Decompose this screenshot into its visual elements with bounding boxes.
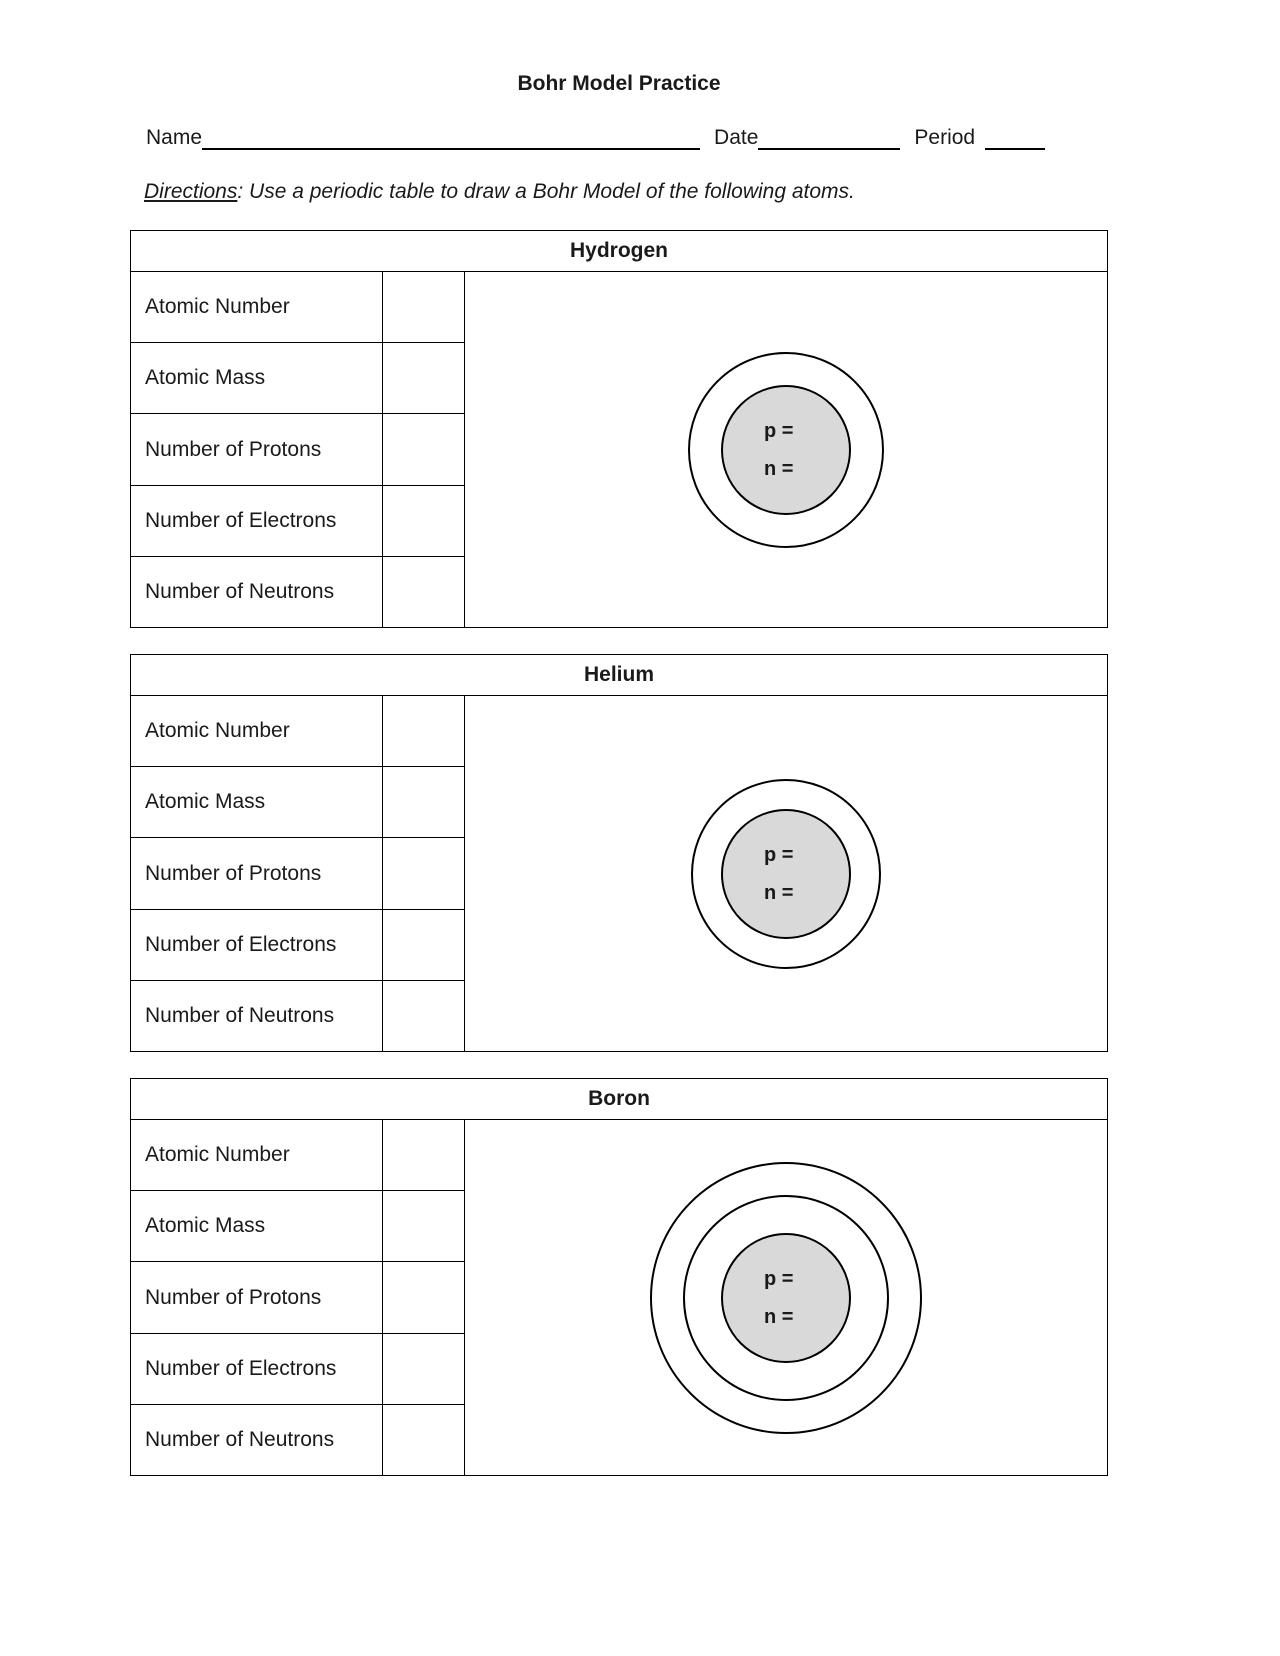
date-label: Date (714, 126, 759, 149)
table-row (131, 1191, 464, 1262)
answer-cell-atomic-mass (383, 1191, 464, 1261)
table-row (131, 910, 464, 981)
properties-table (131, 696, 465, 1051)
answer-cell-electrons (383, 1334, 464, 1404)
bohr-diagram-hydrogen (465, 272, 1107, 627)
electron-shell-1 (683, 1195, 889, 1401)
nucleus (721, 1233, 851, 1363)
properties-table (131, 272, 465, 627)
table-row (131, 1405, 464, 1475)
period-blank-line (985, 128, 1045, 150)
directions-label: Directions (144, 180, 238, 203)
name-date-period-line (130, 126, 1108, 150)
answer-cell-electrons (383, 486, 464, 556)
protons-label: p = (764, 419, 794, 442)
element-title: Hydrogen (131, 231, 1107, 272)
answer-cell-neutrons (383, 557, 464, 627)
table-row (131, 1262, 464, 1333)
row-label-atomic-number: Atomic Number (131, 272, 383, 342)
table-row (131, 272, 464, 343)
row-label-neutrons: Number of Neutrons (131, 557, 383, 627)
row-label-electrons: Number of Electrons (131, 1334, 383, 1404)
directions-line (130, 180, 1108, 204)
row-label-electrons: Number of Electrons (131, 486, 383, 556)
row-label-protons: Number of Protons (131, 414, 383, 484)
name-label: Name (146, 126, 203, 149)
answer-cell-atomic-number (383, 1120, 464, 1190)
answer-cell-neutrons (383, 981, 464, 1051)
answer-cell-atomic-number (383, 696, 464, 766)
period-label: Period (914, 126, 976, 149)
table-row (131, 343, 464, 414)
element-table-boron (130, 1078, 1108, 1476)
answer-cell-neutrons (383, 1405, 464, 1475)
nucleus (721, 385, 851, 515)
answer-cell-protons (383, 414, 464, 484)
answer-cell-atomic-mass (383, 767, 464, 837)
date-blank-line (758, 128, 900, 150)
row-label-atomic-mass: Atomic Mass (131, 343, 383, 413)
row-label-protons: Number of Protons (131, 1262, 383, 1332)
neutrons-label: n = (764, 457, 794, 480)
table-row (131, 696, 464, 767)
directions-text: : Use a periodic table to draw a Bohr Model of the following atoms. (237, 180, 855, 203)
neutrons-label: n = (764, 881, 794, 904)
table-row (131, 981, 464, 1051)
name-blank-line (202, 128, 700, 150)
table-row (131, 414, 464, 485)
bohr-diagram-helium (465, 696, 1107, 1051)
bohr-diagram-boron (465, 1120, 1107, 1475)
electron-shell-2 (650, 1162, 922, 1434)
table-row (131, 838, 464, 909)
table-row (131, 767, 464, 838)
electron-shell-1 (688, 352, 884, 548)
table-row (131, 557, 464, 627)
row-label-protons: Number of Protons (131, 838, 383, 908)
page-title: Bohr Model Practice (517, 72, 721, 95)
table-row (131, 1120, 464, 1191)
neutrons-label: n = (764, 1305, 794, 1328)
page-content (130, 0, 1108, 1476)
row-label-neutrons: Number of Neutrons (131, 981, 383, 1051)
row-label-atomic-mass: Atomic Mass (131, 767, 383, 837)
row-label-atomic-mass: Atomic Mass (131, 1191, 383, 1261)
row-label-neutrons: Number of Neutrons (131, 1405, 383, 1475)
protons-label: p = (764, 843, 794, 866)
element-table-hydrogen (130, 230, 1108, 628)
row-label-atomic-number: Atomic Number (131, 1120, 383, 1190)
table-row (131, 1334, 464, 1405)
answer-cell-protons (383, 838, 464, 908)
row-label-electrons: Number of Electrons (131, 910, 383, 980)
element-title: Boron (131, 1079, 1107, 1120)
element-title: Helium (131, 655, 1107, 696)
element-table-helium (130, 654, 1108, 1052)
properties-table (131, 1120, 465, 1475)
electron-shell-1 (691, 779, 881, 969)
answer-cell-atomic-number (383, 272, 464, 342)
answer-cell-protons (383, 1262, 464, 1332)
answer-cell-atomic-mass (383, 343, 464, 413)
protons-label: p = (764, 1267, 794, 1290)
nucleus (721, 809, 851, 939)
row-label-atomic-number: Atomic Number (131, 696, 383, 766)
table-row (131, 486, 464, 557)
answer-cell-electrons (383, 910, 464, 980)
